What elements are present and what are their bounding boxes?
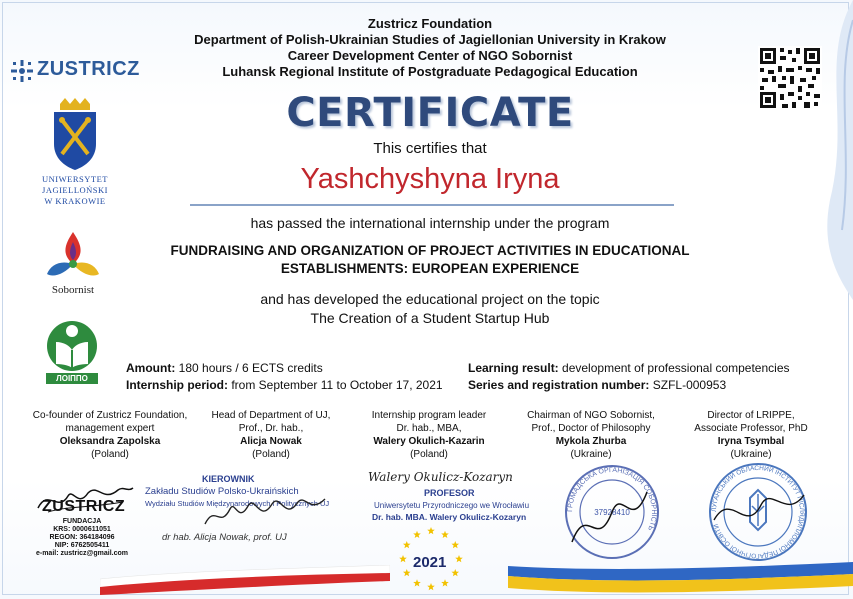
- qr-code[interactable]: [758, 46, 822, 110]
- eu-star-icon: [427, 527, 435, 534]
- zustricz-logo: [10, 58, 150, 84]
- sobornist-stamp-ring-text: ГРОМАДСЬКА ОРГАНІЗАЦІЯ СОБОРНІСТЬ: [566, 466, 658, 532]
- sobornist-logo: [38, 230, 108, 300]
- signatory-country: (Poland): [91, 449, 129, 460]
- sobornist-stamp-seal: [562, 462, 662, 562]
- kierownik-stamp: [140, 474, 350, 554]
- lrippe-stamp-seal: [706, 460, 810, 564]
- details-right: [468, 360, 790, 394]
- eu-star-icon: [441, 579, 449, 586]
- program-title: [120, 242, 740, 278]
- eu-star-icon: [413, 531, 421, 538]
- program-title-line2: ESTABLISHMENTS: EUROPEAN EXPERIENCE: [280, 261, 580, 276]
- signatory-name: Oleksandra Zapolska: [59, 436, 161, 447]
- signatory-role: Director of LRIPPE,: [707, 410, 795, 421]
- uj-logo: [30, 98, 120, 213]
- sobornist-stamp: [562, 462, 662, 562]
- signatory-role: Head of Department of UJ,: [211, 410, 331, 421]
- series-value: SZFL-000953: [652, 378, 727, 392]
- signatory-name: Walery Okulich-Kazarin: [373, 436, 485, 447]
- zustricz-stamp-line: FUNDACJA: [62, 518, 102, 525]
- signatory-country: (Ukraine): [730, 449, 772, 460]
- period-value: from September 11 to October 17, 2021: [231, 378, 443, 392]
- signatory-name: Alicja Nowak: [240, 436, 302, 447]
- eu-star-icon: [441, 531, 449, 538]
- program-title-line1: FUNDRAISING AND ORGANIZATION OF PROJECT ACTIVITIES IN EDUCATIONAL: [170, 243, 690, 258]
- uj-crest-icon: [50, 98, 100, 170]
- signature-nowak: [200, 484, 340, 534]
- name-underline: [190, 204, 674, 206]
- uj-logo-line3: W KRAKOWIE: [44, 196, 106, 206]
- passed-text: has passed the international internship under the program: [250, 215, 610, 231]
- zustricz-stamp: [28, 478, 138, 568]
- eu-star-icon: [451, 569, 459, 576]
- certificate-title: CERTIFICATE: [286, 90, 574, 136]
- period-label: Internship period:: [126, 378, 228, 392]
- profesor-stamp: [364, 470, 544, 530]
- signatory-role: Dr. hab., MBA,: [396, 423, 462, 434]
- zustricz-emblem-icon: [10, 59, 34, 83]
- project-topic: The Creation of a Student Startup Hub: [310, 310, 550, 326]
- sobornist-logo-text: Sobornist: [51, 284, 95, 296]
- certifies-text: This certifies that: [373, 140, 487, 157]
- eu-star-icon: [403, 569, 411, 576]
- eu-star-icon: [451, 541, 459, 548]
- signatory-country: (Ukraine): [570, 449, 612, 460]
- profesor-stamp-line: Dr. hab. MBA. Walery Okulicz-Kozaryn: [372, 512, 527, 522]
- result-value: development of professional competencies: [562, 361, 790, 375]
- signatory-country: (Poland): [410, 449, 448, 460]
- sobornist-emblem-icon: [45, 230, 101, 282]
- amount-value: 180 hours / 6 ECTS credits: [178, 361, 323, 375]
- sobornist-stamp-code: 37928410: [594, 508, 630, 517]
- zustricz-stamp-line: KRS: 0000611051: [53, 526, 111, 533]
- zustricz-stamp-line: e-mail: zustricz@gmail.com: [35, 550, 128, 557]
- signatory-zhurba: [510, 409, 672, 461]
- series-label: Series and registration number:: [468, 378, 650, 392]
- signatory-okulich-kazarin: [348, 409, 510, 461]
- header-institute: Luhansk Regional Institute of Postgraduate Pedagogical Education: [222, 64, 638, 79]
- kierownik-stamp-line: KIEROWNIK: [202, 474, 255, 484]
- eu-star-icon: [455, 555, 463, 562]
- header-foundation: Zustricz Foundation: [367, 16, 493, 31]
- signatory-role: management expert: [65, 423, 155, 434]
- kierownik-stamp-line: Zakładu Studiów Polsko-Ukraińskich: [145, 486, 299, 497]
- signatory-name: Iryna Tsymbal: [717, 436, 785, 447]
- zustricz-stamp-line: REGON: 364184096: [49, 534, 115, 541]
- profesor-stamp-line: PROFESOR: [424, 488, 475, 498]
- developed-text: and has developed the educational project on the topic: [260, 291, 600, 307]
- signatory-zapolska: [26, 409, 194, 461]
- eu-star-icon: [427, 583, 435, 590]
- zustricz-stamp-name: ZUSTRICZ: [42, 498, 126, 515]
- uj-logo-line2: JAGIELLOŃSKI: [42, 185, 108, 195]
- signatory-role: Internship program leader: [371, 410, 487, 421]
- signatory-country: (Poland): [252, 449, 290, 460]
- details-left: [126, 360, 443, 394]
- certificate-year: 2021: [413, 554, 447, 571]
- zustricz-logo-text: ZUSTRICZ: [37, 58, 140, 80]
- signatory-role: Associate Professor, PhD: [694, 423, 808, 434]
- eu-star-icon: [399, 555, 407, 562]
- lrippe-stamp-ring-text: ЛУГАНСЬКИЙ ОБЛАСНИЙ ІНСТИТУТ ПІСЛЯДИПЛОМНОЇ ПЕДАГОГІЧНОЇ ОСВІТИ: [710, 464, 806, 560]
- signatory-tsymbal: [676, 409, 826, 461]
- amount-label: Amount:: [126, 361, 176, 375]
- profesor-handwriting: Walery Okulicz-Kozaryn: [368, 470, 513, 484]
- lrippe-logo: [46, 318, 98, 384]
- signatory-nowak: [196, 409, 346, 461]
- header: [140, 16, 720, 80]
- kierownik-handwriting: dr hab. Alicja Nowak, prof. UJ: [162, 532, 287, 543]
- eu-star-icon: [403, 541, 411, 548]
- lrippe-logo-text: ЛОІППО: [46, 373, 98, 384]
- lrippe-stamp: [706, 460, 810, 564]
- recipient-name: Yashchyshyna Iryna: [300, 163, 560, 195]
- profesor-stamp-line: Uniwersytetu Przyrodniczego we Wrocławiu: [374, 501, 530, 510]
- header-career-center: Career Development Center of NGO Sobornist: [287, 48, 573, 63]
- zustricz-stamp-line: NIP: 6762505411: [54, 542, 110, 549]
- uj-logo-line1: UNIWERSYTET: [42, 174, 108, 184]
- signatory-role: Chairman of NGO Sobornist,: [527, 410, 655, 421]
- result-label: Learning result:: [468, 361, 559, 375]
- signatory-role: Co-founder of Zustricz Foundation,: [32, 410, 188, 421]
- header-department: Department of Polish-Ukrainian Studies of Jagiellonian University in Krakow: [194, 32, 666, 47]
- eu-star-icon: [413, 579, 421, 586]
- lrippe-emblem-icon: [46, 318, 98, 374]
- signatory-name: Mykola Zhurba: [555, 436, 627, 447]
- signatory-role: Prof., Dr. hab.,: [238, 423, 304, 434]
- signatory-role: Prof., Doctor of Philosophy: [531, 423, 651, 434]
- kierownik-stamp-line: Wydziału Studiów Międzynarodowych i Politycznych UJ: [145, 499, 330, 508]
